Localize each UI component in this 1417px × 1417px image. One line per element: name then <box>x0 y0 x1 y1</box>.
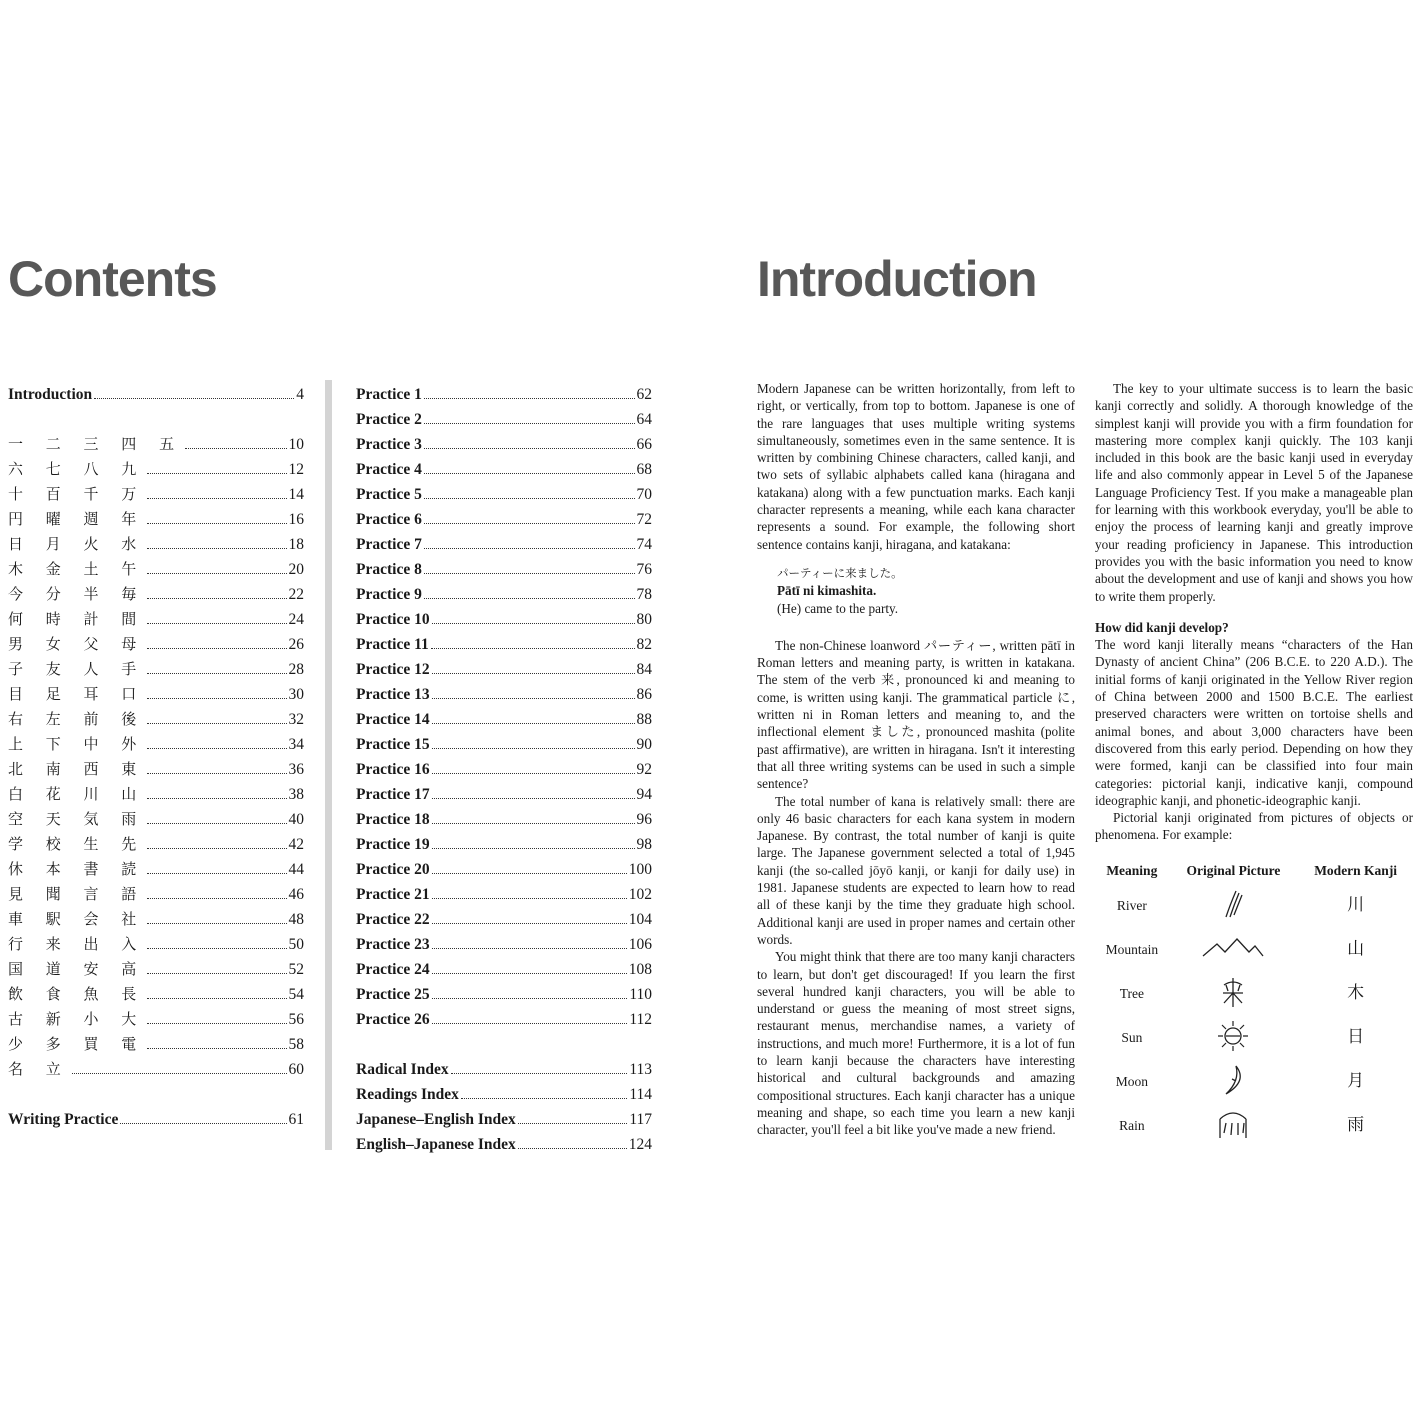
dot-leader <box>424 548 635 549</box>
intro-column-1 <box>757 380 1075 1138</box>
toc-entry[interactable] <box>8 1029 304 1054</box>
toc-entry-label: Practice 8 <box>356 561 422 578</box>
intro-paragraph-5: The key to your ultimate success is to learn the basic kanji correctly and solidly. A thorough knowledge of the simplest kanji will provide you with a firm foundation for mastering more complex kanji quickly. The 103 kanji included in this book are the basic kanji used in everyday life and also commonly appear in Level 5 of the Japanese Language Proficiency Test. If you make a manageable plan for learning with this workbook everyday, you'll be able to enjoy the process of learning kanji and greatly improve your reading proficiency in Japanese. This introduction provides you with the basic information you need to know about the development and use of kanji and shows you how to write them properly. <box>1095 381 1413 604</box>
toc-entry-page: 66 <box>636 436 652 453</box>
toc-entry[interactable] <box>8 604 304 629</box>
toc-entry-label: Practice 19 <box>356 836 430 853</box>
toc-entry-label: 何 時 計 間 <box>8 610 146 628</box>
toc-entry[interactable] <box>356 629 652 654</box>
intro-paragraph-2: The non-Chinese loanword パーティー, written pātī in Roman letters and meaning party, is written in katakana. The stem of the verb 来, pronounced ki and meaning to come, is written using kanji. The grammatical particle に, written ni in Roman letters and meaning to, and the inflectional element ました, pronounced mashita (polite past affirmative), are written in hiragana. Isn't it interesting that all three writing systems can be used in such a simple sentence? <box>757 637 1075 792</box>
toc-entry-page: 34 <box>288 736 304 753</box>
toc-entry-label: Writing Practice <box>8 1111 119 1128</box>
toc-entry-page: 124 <box>628 1136 652 1153</box>
dot-leader <box>432 848 635 849</box>
moon-pictograph-icon <box>1216 1063 1250 1097</box>
toc-spacer <box>8 1079 304 1104</box>
dot-leader <box>432 973 627 974</box>
toc-entry-page: 61 <box>288 1111 304 1128</box>
dot-leader <box>72 1073 287 1074</box>
toc-entry[interactable] <box>356 604 652 629</box>
toc-entry-label: 国 道 安 高 <box>8 960 146 978</box>
toc-entry[interactable] <box>356 729 652 754</box>
toc-entry[interactable] <box>356 1004 652 1029</box>
toc-entry-page: 22 <box>288 586 304 603</box>
toc-entry-page: 48 <box>288 911 304 928</box>
toc-entry-page: 76 <box>636 561 652 578</box>
rain-picture <box>1169 1104 1299 1148</box>
toc-entry-label: 少 多 買 電 <box>8 1035 146 1053</box>
dot-leader <box>147 898 286 899</box>
toc-entry[interactable] <box>356 504 652 529</box>
dot-leader <box>147 523 286 524</box>
toc-entry-page: 16 <box>288 511 304 528</box>
toc-entry-label: Practice 25 <box>356 986 430 1003</box>
dot-leader <box>424 523 635 524</box>
toc-entry[interactable] <box>356 1129 652 1154</box>
toc-entry-page: 90 <box>636 736 652 753</box>
toc-entry-page: 38 <box>288 786 304 803</box>
dot-leader <box>432 673 635 674</box>
toc-entry-label: 目 足 耳 口 <box>8 685 146 703</box>
toc-entry-label: Practice 16 <box>356 761 430 778</box>
toc-entry[interactable] <box>8 1004 304 1029</box>
toc-entry-page: 70 <box>636 486 652 503</box>
toc-entry-label: 行 来 出 入 <box>8 935 146 953</box>
toc-entry[interactable] <box>356 1079 652 1104</box>
toc-entry-page: 46 <box>288 886 304 903</box>
table-header-original-picture: Original Picture <box>1186 863 1281 879</box>
toc-entry-label: 男 女 父 母 <box>8 635 146 653</box>
toc-entry[interactable] <box>8 629 304 654</box>
dot-leader <box>461 1098 627 1099</box>
dot-leader <box>147 823 286 824</box>
contents-heading: Contents <box>8 251 217 307</box>
river-picture <box>1169 884 1299 928</box>
dot-leader <box>518 1123 628 1124</box>
toc-entry-label: Practice 3 <box>356 436 422 453</box>
toc-entry-page: 92 <box>636 761 652 778</box>
toc-entry-label: Practice 15 <box>356 736 430 753</box>
toc-entry-label: 右 左 前 後 <box>8 710 146 728</box>
dot-leader <box>518 1148 627 1149</box>
example-english: (He) came to the party. <box>777 600 899 616</box>
toc-entry-label: Practice 7 <box>356 536 422 553</box>
toc-column-2 <box>356 379 652 1154</box>
toc-entry-label: 六 七 八 九 <box>8 460 146 478</box>
meaning-cell: Sun <box>1121 1030 1143 1046</box>
toc-spacer <box>356 1029 652 1054</box>
toc-entry[interactable] <box>8 754 304 779</box>
dot-leader <box>147 848 286 849</box>
toc-entry[interactable] <box>8 929 304 954</box>
toc-entry-page: 98 <box>636 836 652 853</box>
toc-entry-page: 52 <box>288 961 304 978</box>
toc-entry[interactable] <box>356 404 652 429</box>
dot-leader <box>147 598 286 599</box>
dot-leader <box>147 1023 286 1024</box>
toc-entry-page: 14 <box>288 486 304 503</box>
toc-entry[interactable] <box>8 554 304 579</box>
toc-entry[interactable] <box>356 1054 652 1079</box>
toc-entry-page: 54 <box>288 986 304 1003</box>
table-header-modern-kanji: Modern Kanji <box>1314 863 1398 879</box>
dot-leader <box>147 923 286 924</box>
toc-entry-label: 北 南 西 東 <box>8 760 146 778</box>
toc-entry-page: 80 <box>636 611 652 628</box>
toc-entry-label: Practice 12 <box>356 661 430 678</box>
toc-entry-page: 26 <box>288 636 304 653</box>
toc-entry[interactable] <box>356 579 652 604</box>
dot-leader <box>424 573 635 574</box>
dot-leader <box>424 498 635 499</box>
toc-entry-page: 42 <box>288 836 304 853</box>
dot-leader <box>424 598 635 599</box>
meaning-cell: Tree <box>1119 986 1144 1002</box>
dot-leader <box>147 573 286 574</box>
dot-leader <box>147 673 286 674</box>
toc-entry[interactable] <box>8 879 304 904</box>
dot-leader <box>147 473 286 474</box>
toc-entry-label: 休 本 書 読 <box>8 860 146 878</box>
toc-entry[interactable] <box>356 554 652 579</box>
table-row <box>1095 1104 1413 1148</box>
dot-leader <box>432 1023 628 1024</box>
dot-leader <box>424 448 635 449</box>
toc-entry-label: 今 分 半 毎 <box>8 585 146 603</box>
mountain-pictograph-icon <box>1201 936 1265 960</box>
toc-entry-page: 106 <box>628 936 652 953</box>
dot-leader <box>147 723 286 724</box>
toc-entry[interactable] <box>8 704 304 729</box>
toc-entry-label: 十 百 千 万 <box>8 485 146 503</box>
toc-entry-label: Introduction <box>8 386 93 403</box>
dot-leader <box>147 748 286 749</box>
toc-entry-page: 108 <box>628 961 652 978</box>
table-row <box>1095 1016 1413 1060</box>
toc-entry[interactable] <box>8 854 304 879</box>
toc-entry[interactable] <box>8 979 304 1004</box>
toc-entry-label: Practice 9 <box>356 586 422 603</box>
dot-leader <box>432 923 627 924</box>
toc-entry-page: 30 <box>288 686 304 703</box>
dot-leader <box>432 823 635 824</box>
toc-entry-label: Radical Index <box>356 1061 449 1078</box>
toc-entry[interactable] <box>8 779 304 804</box>
dot-leader <box>424 423 635 424</box>
toc-entry-page: 44 <box>288 861 304 878</box>
toc-entry[interactable] <box>8 954 304 979</box>
toc-entry-page: 68 <box>636 461 652 478</box>
example-sentence <box>777 565 1075 617</box>
intro-paragraph-1: Modern Japanese can be written horizontally, from left to right, or vertically, from top to bottom. Japanese is one of the rare languages that uses multiple writing systems simultaneously, sometimes even in the same sentence. It is written by combining Chinese characters, called kanji, and two sets of syllabic alphabets called kana (hiragana and katakana) along with a few punctuation marks. Each kanji character represents a meaning, while each kana character represents a sound. For example, the following short sentence contains kanji, hiragana, and katakana: <box>757 381 1075 552</box>
toc-entry[interactable] <box>356 704 652 729</box>
toc-entry-label: Practice 13 <box>356 686 430 703</box>
toc-entry[interactable] <box>8 904 304 929</box>
table-row <box>1095 928 1413 972</box>
toc-entry-label: Practice 21 <box>356 886 430 903</box>
toc-entry-label: English–Japanese Index <box>356 1136 516 1153</box>
modern-kanji-cell: 日 <box>1347 1027 1365 1048</box>
sun-pictograph-icon <box>1215 1018 1251 1054</box>
toc-entry-label: 名 立 <box>8 1060 70 1078</box>
dot-leader <box>147 698 286 699</box>
dot-leader <box>432 898 627 899</box>
toc-entry-page: 58 <box>288 1036 304 1053</box>
dot-leader <box>432 723 635 724</box>
toc-entry[interactable] <box>356 454 652 479</box>
toc-entry-label: Practice 23 <box>356 936 430 953</box>
meaning-cell: River <box>1116 898 1147 914</box>
tree-pictograph-icon <box>1216 975 1250 1009</box>
toc-entry-label: 白 花 川 山 <box>8 785 146 803</box>
toc-entry-label: Practice 24 <box>356 961 430 978</box>
toc-entry[interactable] <box>8 1104 304 1129</box>
toc-entry-page: 36 <box>288 761 304 778</box>
intro-paragraph-4: You might think that there are too many kanji characters to learn, but don't get discouraged! If you learn the first several hundred kanji characters, you will be able to understand or guess the meaning of most street signs, restaurant menus, merchandise names, a variety of instructions, and much more! Furthermore, it is a lot of fun to learn kanji because the characters have interesting historical and cultural backgrounds and amazing compositional structures. Each kanji character has a unique meaning and shape, so each time you learn a new kanji character, you'll feel a bit like you've made a new friend. <box>757 949 1075 1138</box>
toc-entry-label: Practice 17 <box>356 786 430 803</box>
toc-entry-page: 72 <box>636 511 652 528</box>
toc-entry[interactable] <box>356 829 652 854</box>
toc-entry-page: 24 <box>288 611 304 628</box>
toc-entry[interactable] <box>8 579 304 604</box>
toc-entry[interactable] <box>356 854 652 879</box>
dot-leader <box>432 748 635 749</box>
toc-entry-page: 64 <box>636 411 652 428</box>
toc-entry-page: 10 <box>288 436 304 453</box>
toc-entry-label: 空 天 気 雨 <box>8 810 146 828</box>
dot-leader <box>432 873 627 874</box>
dot-leader <box>147 498 286 499</box>
toc-entry-page: 113 <box>629 1061 652 1078</box>
toc-entry-page: 28 <box>288 661 304 678</box>
dot-leader <box>147 1048 286 1049</box>
toc-entry-page: 114 <box>629 1086 652 1103</box>
toc-entry-page: 4 <box>296 386 304 403</box>
modern-kanji-cell: 月 <box>1347 1071 1365 1092</box>
dot-leader <box>147 773 286 774</box>
toc-entry-page: 102 <box>628 886 652 903</box>
toc-entry[interactable] <box>356 754 652 779</box>
toc-entry-page: 56 <box>288 1011 304 1028</box>
toc-entry[interactable] <box>8 379 304 404</box>
dot-leader <box>432 798 635 799</box>
toc-entry-label: 子 友 人 手 <box>8 660 146 678</box>
dot-leader <box>147 648 286 649</box>
toc-entry[interactable] <box>356 429 652 454</box>
toc-entry-page: 94 <box>636 786 652 803</box>
toc-entry-label: Practice 2 <box>356 411 422 428</box>
dot-leader <box>147 548 286 549</box>
dot-leader <box>147 973 286 974</box>
toc-entry-page: 104 <box>628 911 652 928</box>
modern-kanji-cell: 山 <box>1347 939 1365 960</box>
dot-leader <box>432 773 635 774</box>
dot-leader <box>432 698 635 699</box>
dot-leader <box>185 448 286 449</box>
toc-entry-page: 110 <box>629 986 652 1003</box>
sun-picture <box>1169 1016 1299 1060</box>
toc-entry-page: 88 <box>636 711 652 728</box>
table-row <box>1095 1060 1413 1104</box>
toc-entry[interactable] <box>8 454 304 479</box>
toc-entry[interactable] <box>8 1054 304 1079</box>
toc-entry-label: 日 月 火 水 <box>8 535 146 553</box>
dot-leader <box>432 623 635 624</box>
modern-kanji-cell: 木 <box>1347 983 1365 1004</box>
toc-entry-label: Practice 10 <box>356 611 430 628</box>
tree-picture <box>1169 972 1299 1016</box>
toc-entry-page: 32 <box>288 711 304 728</box>
toc-entry-label: 上 下 中 外 <box>8 735 146 753</box>
toc-entry-label: 一 二 三 四 五 <box>8 435 184 453</box>
toc-entry[interactable] <box>356 929 652 954</box>
toc-entry-label: Practice 18 <box>356 811 430 828</box>
toc-entry-label: Practice 4 <box>356 461 422 478</box>
dot-leader <box>432 998 628 999</box>
toc-entry-label: 古 新 小 大 <box>8 1010 146 1028</box>
toc-entry-page: 12 <box>288 461 304 478</box>
toc-entry-page: 96 <box>636 811 652 828</box>
dot-leader <box>432 948 627 949</box>
toc-entry-page: 74 <box>636 536 652 553</box>
introduction-heading: Introduction <box>757 251 1037 307</box>
toc-entry[interactable] <box>8 829 304 854</box>
toc-entry[interactable] <box>356 904 652 929</box>
toc-entry-page: 20 <box>288 561 304 578</box>
toc-entry-label: Practice 6 <box>356 511 422 528</box>
toc-entry-page: 62 <box>636 386 652 403</box>
dot-leader <box>120 1123 286 1124</box>
toc-entry[interactable] <box>356 979 652 1004</box>
meaning-cell: Rain <box>1119 1118 1145 1134</box>
pictorial-kanji-table <box>1095 858 1413 1148</box>
toc-entry-label: Practice 1 <box>356 386 422 403</box>
toc-entry[interactable] <box>356 479 652 504</box>
toc-entry[interactable] <box>8 429 304 454</box>
intro-paragraph-7: Pictorial kanji originated from pictures of objects or phenomena. For example: <box>1095 810 1413 843</box>
toc-entry[interactable] <box>8 654 304 679</box>
toc-entry[interactable] <box>356 779 652 804</box>
toc-entry-label: Readings Index <box>356 1086 459 1103</box>
dot-leader <box>147 948 286 949</box>
table-row <box>1095 972 1413 1016</box>
dot-leader <box>424 473 635 474</box>
toc-entry[interactable] <box>356 1104 652 1129</box>
toc-entry-label: 飲 食 魚 長 <box>8 985 146 1003</box>
modern-kanji-cell: 川 <box>1347 895 1365 916</box>
toc-entry-label: Practice 11 <box>356 636 429 653</box>
rain-pictograph-icon <box>1215 1107 1251 1141</box>
dot-leader <box>424 398 635 399</box>
modern-kanji-cell: 雨 <box>1347 1115 1365 1136</box>
intro-column-2 <box>1095 380 1413 1148</box>
toc-entry[interactable] <box>8 729 304 754</box>
section-subheading: How did kanji develop? <box>1095 619 1229 635</box>
column-divider <box>325 380 332 1150</box>
toc-entry-label: 車 駅 会 社 <box>8 910 146 928</box>
river-pictograph-icon <box>1216 887 1250 921</box>
toc-entry-page: 86 <box>636 686 652 703</box>
intro-paragraph-3: The total number of kana is relatively small: there are only 46 basic characters for each kana system in modern Japanese. By contrast, the total number of kanji is quite large. The Japanese government selected a total of 1,945 kanji (the so-called jōyō kanji, or kanji for daily use) in 1981. Japanese students are expected to learn how to read all of these kanji by the time they graduate high school. Additional kanji are used in proper names and certain other words. <box>757 793 1075 947</box>
meaning-cell: Mountain <box>1105 942 1159 958</box>
dot-leader <box>451 1073 628 1074</box>
toc-entry[interactable] <box>356 954 652 979</box>
toc-entry-page: 82 <box>636 636 652 653</box>
toc-entry-page: 78 <box>636 586 652 603</box>
toc-entry[interactable] <box>356 679 652 704</box>
toc-entry[interactable] <box>356 879 652 904</box>
toc-entry-page: 50 <box>288 936 304 953</box>
toc-entry-label: Practice 5 <box>356 486 422 503</box>
toc-spacer <box>8 404 304 429</box>
toc-entry[interactable] <box>8 504 304 529</box>
dot-leader <box>147 798 286 799</box>
dot-leader <box>431 648 635 649</box>
moon-picture <box>1169 1060 1299 1104</box>
intro-paragraph-6: The word kanji literally means “characters of the Han Dynasty of ancient China” (206 B.C.E. to 220 A.D.). The initial forms of kanji originated in the Yellow River region of China between 2000 and 1500 B.C.E. The earliest preserved characters were written on tortoise shells and animal bones, and about 3,000 characters have been discovered from this early period. Depending on how they were formed, kanji can be classified into four main categories: pictorial kanji, indicative kanji, compound ideographic kanji, and phonetic-ideographic kanji. <box>1095 637 1413 808</box>
toc-entry-page: 84 <box>636 661 652 678</box>
toc-entry-page: 112 <box>629 1011 652 1028</box>
toc-entry-label: Practice 14 <box>356 711 430 728</box>
table-row <box>1095 884 1413 928</box>
toc-entry[interactable] <box>8 804 304 829</box>
toc-entry[interactable] <box>356 654 652 679</box>
toc-entry-label: 木 金 土 午 <box>8 560 146 578</box>
dot-leader <box>147 623 286 624</box>
toc-entry[interactable] <box>8 479 304 504</box>
toc-entry-label: 学 校 生 先 <box>8 835 146 853</box>
toc-entry-label: Practice 20 <box>356 861 430 878</box>
mountain-picture <box>1169 928 1299 972</box>
toc-entry-page: 18 <box>288 536 304 553</box>
meaning-cell: Moon <box>1115 1074 1148 1090</box>
toc-entry-label: 円 曜 週 年 <box>8 510 146 528</box>
dot-leader <box>147 998 286 999</box>
toc-entry-page: 60 <box>288 1061 304 1078</box>
toc-entry-label: Practice 26 <box>356 1011 430 1028</box>
toc-entry[interactable] <box>8 679 304 704</box>
toc-entry[interactable] <box>356 379 652 404</box>
toc-entry-page: 117 <box>629 1111 652 1128</box>
toc-entry[interactable] <box>8 529 304 554</box>
table-header-meaning: Meaning <box>1106 863 1158 879</box>
toc-entry[interactable] <box>356 529 652 554</box>
dot-leader <box>147 873 286 874</box>
toc-entry-label: Japanese–English Index <box>356 1111 516 1128</box>
example-japanese: パーティーに来ました。 <box>777 565 903 580</box>
toc-entry-page: 40 <box>288 811 304 828</box>
toc-entry[interactable] <box>356 804 652 829</box>
toc-entry-label: Practice 22 <box>356 911 430 928</box>
dot-leader <box>94 398 294 399</box>
toc-entry-label: 見 聞 言 語 <box>8 885 146 903</box>
toc-column-1 <box>8 379 304 1129</box>
example-romaji: Pātī ni kimashita. <box>777 583 877 599</box>
toc-entry-page: 100 <box>628 861 652 878</box>
